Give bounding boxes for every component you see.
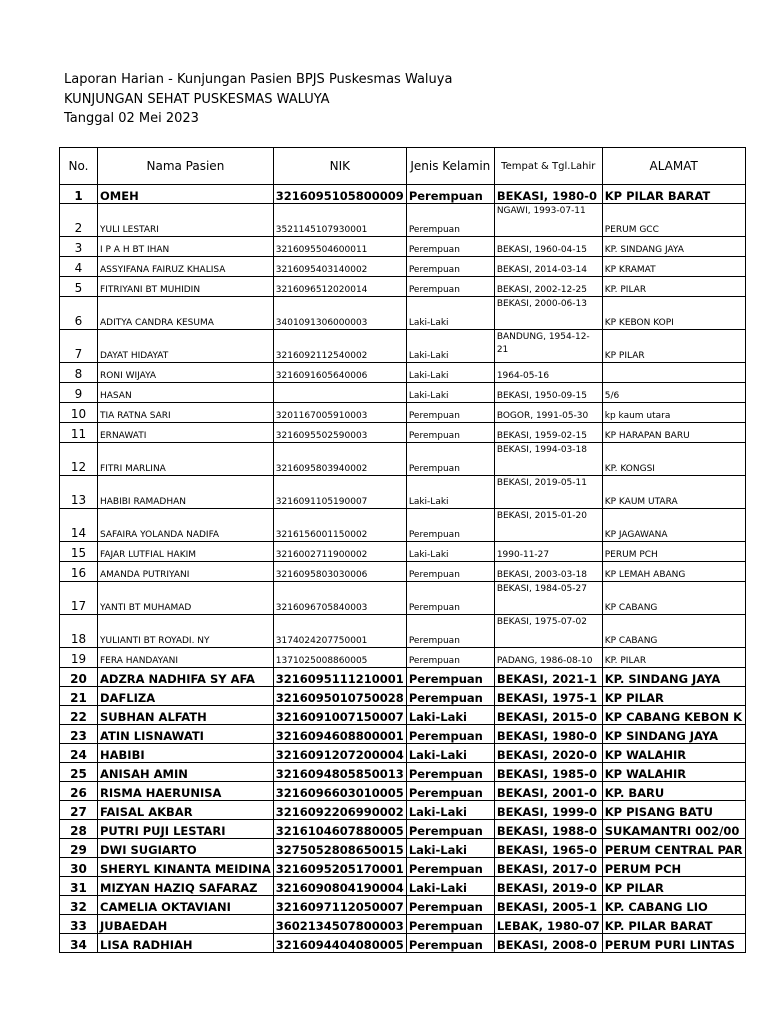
- cell-jenis-kelamin: Perempuan: [406, 403, 494, 423]
- cell-nama-pasien: LISA RADHIAH: [98, 934, 274, 953]
- cell-alamat: KP HARAPAN BARU: [602, 423, 745, 443]
- cell-nama-pasien: ERNAWATI: [98, 423, 274, 443]
- cell-nama-pasien: TIA RATNA SARI: [98, 403, 274, 423]
- cell-no: 22: [60, 706, 98, 725]
- cell-no: 1: [60, 185, 98, 204]
- table-row: [60, 403, 746, 423]
- report-subtitle: KUNJUNGAN SEHAT PUSKESMAS WALUYA: [64, 92, 330, 107]
- cell-ttl: BEKASI, 1999-0: [494, 801, 602, 820]
- cell-alamat: KP PILAR: [602, 877, 745, 896]
- cell-nik: 1371025008860005: [273, 648, 406, 668]
- cell-jenis-kelamin: Laki-Laki: [406, 801, 494, 820]
- table-row: [60, 542, 746, 562]
- cell-nik: 3216095803030006: [273, 562, 406, 582]
- cell-no: 15: [60, 542, 98, 562]
- cell-nama-pasien: AMANDA PUTRIYANI: [98, 562, 274, 582]
- cell-nik: 3216091605640006: [273, 363, 406, 383]
- cell-jenis-kelamin: Perempuan: [406, 915, 494, 934]
- cell-nama-pasien: RONI WIJAYA: [98, 363, 274, 383]
- cell-ttl: BEKASI, 1984-05-27: [494, 582, 602, 615]
- cell-nama-pasien: ADITYA CANDRA KESUMA: [98, 297, 274, 330]
- cell-alamat: KP SINDANG JAYA: [602, 725, 745, 744]
- cell-no: 29: [60, 839, 98, 858]
- cell-jenis-kelamin: Perempuan: [406, 648, 494, 668]
- cell-no: 16: [60, 562, 98, 582]
- cell-no: 13: [60, 476, 98, 509]
- cell-jenis-kelamin: Perempuan: [406, 782, 494, 801]
- cell-no: 23: [60, 725, 98, 744]
- cell-no: 31: [60, 877, 98, 896]
- cell-alamat: KP CABANG: [602, 615, 745, 648]
- cell-nik: 3216094608800001: [273, 725, 406, 744]
- table-row: [60, 383, 746, 403]
- cell-nik: 3216094404080005: [273, 934, 406, 953]
- cell-ttl: BEKASI, 2008-0: [494, 934, 602, 953]
- cell-alamat: PERUM PCH: [602, 858, 745, 877]
- cell-ttl: BEKASI, 2002-12-25: [494, 277, 602, 297]
- table-row: [60, 509, 746, 542]
- cell-nama-pasien: SHERYL KINANTA MEIDINA: [98, 858, 274, 877]
- cell-jenis-kelamin: Perempuan: [406, 204, 494, 237]
- cell-nik: 3216096603010005: [273, 782, 406, 801]
- cell-jenis-kelamin: Laki-Laki: [406, 839, 494, 858]
- col-header-nama: Nama Pasien: [98, 148, 274, 185]
- cell-jenis-kelamin: Perempuan: [406, 443, 494, 476]
- cell-alamat: KP. BARU: [602, 782, 745, 801]
- cell-jenis-kelamin: Laki-Laki: [406, 744, 494, 763]
- table-row: [60, 687, 746, 706]
- cell-jenis-kelamin: Perempuan: [406, 934, 494, 953]
- cell-alamat: SUKAMANTRI 002/00: [602, 820, 745, 839]
- table-row: [60, 582, 746, 615]
- cell-alamat: KP KRAMAT: [602, 257, 745, 277]
- cell-ttl: BEKASI, 1980-0: [494, 185, 602, 204]
- table-row: [60, 725, 746, 744]
- table-row: [60, 476, 746, 509]
- table-row: [60, 763, 746, 782]
- cell-no: 5: [60, 277, 98, 297]
- cell-nik: 3275052808650015: [273, 839, 406, 858]
- cell-nik: 3216095403140002: [273, 257, 406, 277]
- cell-jenis-kelamin: Laki-Laki: [406, 706, 494, 725]
- cell-nik: 3216095803940002: [273, 443, 406, 476]
- cell-nama-pasien: CAMELIA OKTAVIANI: [98, 896, 274, 915]
- cell-alamat: KP WALAHIR: [602, 763, 745, 782]
- cell-nama-pasien: ATIN LISNAWATI: [98, 725, 274, 744]
- col-header-no: No.: [60, 148, 98, 185]
- cell-jenis-kelamin: Perempuan: [406, 509, 494, 542]
- cell-no: 18: [60, 615, 98, 648]
- table-row: [60, 858, 746, 877]
- cell-nama-pasien: I P A H BT IHAN: [98, 237, 274, 257]
- cell-jenis-kelamin: Perempuan: [406, 687, 494, 706]
- cell-ttl: BOGOR, 1991-05-30: [494, 403, 602, 423]
- cell-ttl: BEKASI, 1975-07-02: [494, 615, 602, 648]
- table-row: [60, 648, 746, 668]
- cell-nama-pasien: FERA HANDAYANI: [98, 648, 274, 668]
- cell-ttl: BEKASI, 1950-09-15: [494, 383, 602, 403]
- cell-ttl: BEKASI, 1988-0: [494, 820, 602, 839]
- table-row: [60, 706, 746, 725]
- patient-table: [59, 147, 746, 953]
- cell-no: 3: [60, 237, 98, 257]
- table-row: [60, 877, 746, 896]
- cell-no: 7: [60, 330, 98, 363]
- cell-nik: 3216094805850013: [273, 763, 406, 782]
- cell-ttl: BANDUNG, 1954-12-21: [494, 330, 602, 363]
- cell-alamat: KP PILAR BARAT: [602, 185, 745, 204]
- cell-alamat: KP. PILAR BARAT: [602, 915, 745, 934]
- cell-alamat: KP CABANG KEBON K: [602, 706, 745, 725]
- table-row: [60, 668, 746, 687]
- cell-nik: 3174024207750001: [273, 615, 406, 648]
- cell-jenis-kelamin: Laki-Laki: [406, 297, 494, 330]
- table-row: [60, 744, 746, 763]
- cell-nama-pasien: FAISAL AKBAR: [98, 801, 274, 820]
- cell-nama-pasien: FITRI MARLINA: [98, 443, 274, 476]
- cell-ttl: BEKASI, 2019-05-11: [494, 476, 602, 509]
- cell-no: 4: [60, 257, 98, 277]
- cell-nik: 3521145107930001: [273, 204, 406, 237]
- cell-nama-pasien: YULIANTI BT ROYADI. NY: [98, 615, 274, 648]
- cell-alamat: KP KAUM UTARA: [602, 476, 745, 509]
- cell-no: 25: [60, 763, 98, 782]
- cell-nik: 3216095010750028: [273, 687, 406, 706]
- cell-nik: 3216091007150007: [273, 706, 406, 725]
- table-row: [60, 423, 746, 443]
- cell-alamat: PERUM GCC: [602, 204, 745, 237]
- cell-nama-pasien: ADZRA NADHIFA SY AFA: [98, 668, 274, 687]
- cell-ttl: LEBAK, 1980-07: [494, 915, 602, 934]
- cell-ttl: 1990-11-27: [494, 542, 602, 562]
- cell-jenis-kelamin: Perempuan: [406, 858, 494, 877]
- cell-jenis-kelamin: Perempuan: [406, 257, 494, 277]
- cell-nama-pasien: PUTRI PUJI LESTARI: [98, 820, 274, 839]
- cell-jenis-kelamin: Perempuan: [406, 185, 494, 204]
- cell-jenis-kelamin: Perempuan: [406, 423, 494, 443]
- cell-alamat: KP CABANG: [602, 582, 745, 615]
- cell-nik: 3216096512020014: [273, 277, 406, 297]
- cell-ttl: NGAWI, 1993-07-11: [494, 204, 602, 237]
- cell-ttl: BEKASI, 1975-1: [494, 687, 602, 706]
- cell-jenis-kelamin: Laki-Laki: [406, 383, 494, 403]
- cell-ttl: BEKASI, 1994-03-18: [494, 443, 602, 476]
- cell-nik: 3216092206990002: [273, 801, 406, 820]
- cell-no: 20: [60, 668, 98, 687]
- table-row: [60, 839, 746, 858]
- table-row: [60, 204, 746, 237]
- table-row: [60, 820, 746, 839]
- cell-nik: 3216002711900002: [273, 542, 406, 562]
- cell-ttl: BEKASI, 1965-0: [494, 839, 602, 858]
- report-title: Laporan Harian - Kunjungan Pasien BPJS Puskesmas Waluya: [64, 72, 453, 87]
- cell-nik: 3216097112050007: [273, 896, 406, 915]
- cell-nama-pasien: HASAN: [98, 383, 274, 403]
- cell-no: 6: [60, 297, 98, 330]
- table-row: [60, 562, 746, 582]
- cell-ttl: BEKASI, 2015-0: [494, 706, 602, 725]
- cell-nik: 3216091207200004: [273, 744, 406, 763]
- cell-ttl: BEKASI, 2017-0: [494, 858, 602, 877]
- cell-nama-pasien: FITRIYANI BT MUHIDIN: [98, 277, 274, 297]
- cell-jenis-kelamin: Perempuan: [406, 820, 494, 839]
- cell-nama-pasien: HABIBI RAMADHAN: [98, 476, 274, 509]
- cell-nik: 3216092112540002: [273, 330, 406, 363]
- cell-jenis-kelamin: Perempuan: [406, 668, 494, 687]
- cell-nama-pasien: JUBAEDAH: [98, 915, 274, 934]
- col-header-ttl: Tempat & Tgl.Lahir: [494, 148, 602, 185]
- cell-jenis-kelamin: Laki-Laki: [406, 877, 494, 896]
- cell-jenis-kelamin: Laki-Laki: [406, 363, 494, 383]
- cell-no: 28: [60, 820, 98, 839]
- table-row: [60, 257, 746, 277]
- cell-jenis-kelamin: Perempuan: [406, 237, 494, 257]
- cell-alamat: kp kaum utara: [602, 403, 745, 423]
- cell-ttl: BEKASI, 1960-04-15: [494, 237, 602, 257]
- cell-alamat: KP. CABANG LIO: [602, 896, 745, 915]
- table-row: [60, 185, 746, 204]
- col-header-alamat: ALAMAT: [602, 148, 745, 185]
- cell-nik: 3401091306000003: [273, 297, 406, 330]
- cell-ttl: BEKASI, 2015-01-20: [494, 509, 602, 542]
- cell-alamat: KP PISANG BATU: [602, 801, 745, 820]
- cell-ttl: BEKASI, 2000-06-13: [494, 297, 602, 330]
- cell-alamat: KP PILAR: [602, 330, 745, 363]
- cell-alamat: PERUM PCH: [602, 542, 745, 562]
- cell-nama-pasien: SUBHAN ALFATH: [98, 706, 274, 725]
- cell-no: 11: [60, 423, 98, 443]
- table-body: [60, 185, 746, 953]
- cell-nama-pasien: YULI LESTARI: [98, 204, 274, 237]
- cell-ttl: BEKASI, 1980-0: [494, 725, 602, 744]
- cell-nik: [273, 383, 406, 403]
- table-row: [60, 934, 746, 953]
- table-row: [60, 277, 746, 297]
- cell-no: 33: [60, 915, 98, 934]
- cell-alamat: PERUM CENTRAL PAR: [602, 839, 745, 858]
- cell-nama-pasien: OMEH: [98, 185, 274, 204]
- cell-jenis-kelamin: Perempuan: [406, 615, 494, 648]
- cell-jenis-kelamin: Perempuan: [406, 725, 494, 744]
- report-date: Tanggal 02 Mei 2023: [64, 111, 199, 126]
- cell-alamat: KP KEBON KOPI: [602, 297, 745, 330]
- col-header-nik: NIK: [273, 148, 406, 185]
- cell-nama-pasien: DWI SUGIARTO: [98, 839, 274, 858]
- cell-nik: 3216091105190007: [273, 476, 406, 509]
- table-row: [60, 896, 746, 915]
- cell-nama-pasien: YANTI BT MUHAMAD: [98, 582, 274, 615]
- cell-no: 2: [60, 204, 98, 237]
- cell-nik: 3216095504600011: [273, 237, 406, 257]
- cell-alamat: 5/6: [602, 383, 745, 403]
- cell-jenis-kelamin: Perempuan: [406, 582, 494, 615]
- cell-alamat: PERUM PURI LINTAS: [602, 934, 745, 953]
- cell-nik: 3216104607880005: [273, 820, 406, 839]
- table-row: [60, 782, 746, 801]
- cell-nik: 3216090804190004: [273, 877, 406, 896]
- cell-jenis-kelamin: Perempuan: [406, 763, 494, 782]
- cell-no: 32: [60, 896, 98, 915]
- cell-nama-pasien: DAFLIZA: [98, 687, 274, 706]
- cell-no: 9: [60, 383, 98, 403]
- table-row: [60, 330, 746, 363]
- cell-jenis-kelamin: Perempuan: [406, 896, 494, 915]
- cell-nama-pasien: RISMA HAERUNISA: [98, 782, 274, 801]
- cell-no: 27: [60, 801, 98, 820]
- cell-no: 14: [60, 509, 98, 542]
- cell-ttl: BEKASI, 2019-0: [494, 877, 602, 896]
- cell-ttl: BEKASI, 2014-03-14: [494, 257, 602, 277]
- cell-nama-pasien: MIZYAN HAZIQ SAFARAZ: [98, 877, 274, 896]
- cell-ttl: BEKASI, 2020-0: [494, 744, 602, 763]
- table-row: [60, 801, 746, 820]
- cell-nama-pasien: DAYAT HIDAYAT: [98, 330, 274, 363]
- cell-nama-pasien: ANISAH AMIN: [98, 763, 274, 782]
- cell-jenis-kelamin: Perempuan: [406, 562, 494, 582]
- cell-no: 17: [60, 582, 98, 615]
- cell-ttl: BEKASI, 1985-0: [494, 763, 602, 782]
- cell-alamat: KP LEMAH ABANG: [602, 562, 745, 582]
- table-row: [60, 615, 746, 648]
- cell-alamat: KP PILAR: [602, 687, 745, 706]
- cell-nama-pasien: ASSYIFANA FAIRUZ KHALISA: [98, 257, 274, 277]
- cell-ttl: BEKASI, 2021-1: [494, 668, 602, 687]
- cell-alamat: KP WALAHIR: [602, 744, 745, 763]
- cell-no: 26: [60, 782, 98, 801]
- cell-alamat: KP. PILAR: [602, 277, 745, 297]
- cell-alamat: KP. SINDANG JAYA: [602, 237, 745, 257]
- cell-nik: 3201167005910003: [273, 403, 406, 423]
- cell-no: 34: [60, 934, 98, 953]
- cell-nik: 3216156001150002: [273, 509, 406, 542]
- cell-nik: 3216095502590003: [273, 423, 406, 443]
- cell-nama-pasien: FAJAR LUTFIAL HAKIM: [98, 542, 274, 562]
- table-row: [60, 237, 746, 257]
- cell-ttl: 1964-05-16: [494, 363, 602, 383]
- cell-no: 8: [60, 363, 98, 383]
- cell-alamat: KP JAGAWANA: [602, 509, 745, 542]
- table-row: [60, 443, 746, 476]
- cell-nik: 3216095111210001: [273, 668, 406, 687]
- cell-nama-pasien: HABIBI: [98, 744, 274, 763]
- cell-ttl: BEKASI, 2003-03-18: [494, 562, 602, 582]
- col-header-jenis-kelamin: Jenis Kelamin: [406, 148, 494, 185]
- cell-nik: 3216095205170001: [273, 858, 406, 877]
- table-row: [60, 297, 746, 330]
- cell-ttl: BEKASI, 2001-0: [494, 782, 602, 801]
- cell-jenis-kelamin: Laki-Laki: [406, 476, 494, 509]
- cell-no: 24: [60, 744, 98, 763]
- cell-ttl: BEKASI, 1959-02-15: [494, 423, 602, 443]
- table-row: [60, 915, 746, 934]
- cell-nik: 3216095105800009: [273, 185, 406, 204]
- cell-alamat: [602, 363, 745, 383]
- cell-nik: 3602134507800003: [273, 915, 406, 934]
- cell-jenis-kelamin: Laki-Laki: [406, 542, 494, 562]
- cell-no: 19: [60, 648, 98, 668]
- cell-no: 10: [60, 403, 98, 423]
- cell-alamat: KP. KONGSI: [602, 443, 745, 476]
- cell-alamat: KP. PILAR: [602, 648, 745, 668]
- cell-ttl: BEKASI, 2005-1: [494, 896, 602, 915]
- cell-alamat: KP. SINDANG JAYA: [602, 668, 745, 687]
- table-header-row: [60, 148, 746, 185]
- cell-no: 30: [60, 858, 98, 877]
- cell-no: 21: [60, 687, 98, 706]
- cell-jenis-kelamin: Perempuan: [406, 277, 494, 297]
- cell-nik: 3216096705840003: [273, 582, 406, 615]
- cell-jenis-kelamin: Laki-Laki: [406, 330, 494, 363]
- table-row: [60, 363, 746, 383]
- cell-no: 12: [60, 443, 98, 476]
- cell-ttl: PADANG, 1986-08-10: [494, 648, 602, 668]
- cell-nama-pasien: SAFAIRA YOLANDA NADIFA: [98, 509, 274, 542]
